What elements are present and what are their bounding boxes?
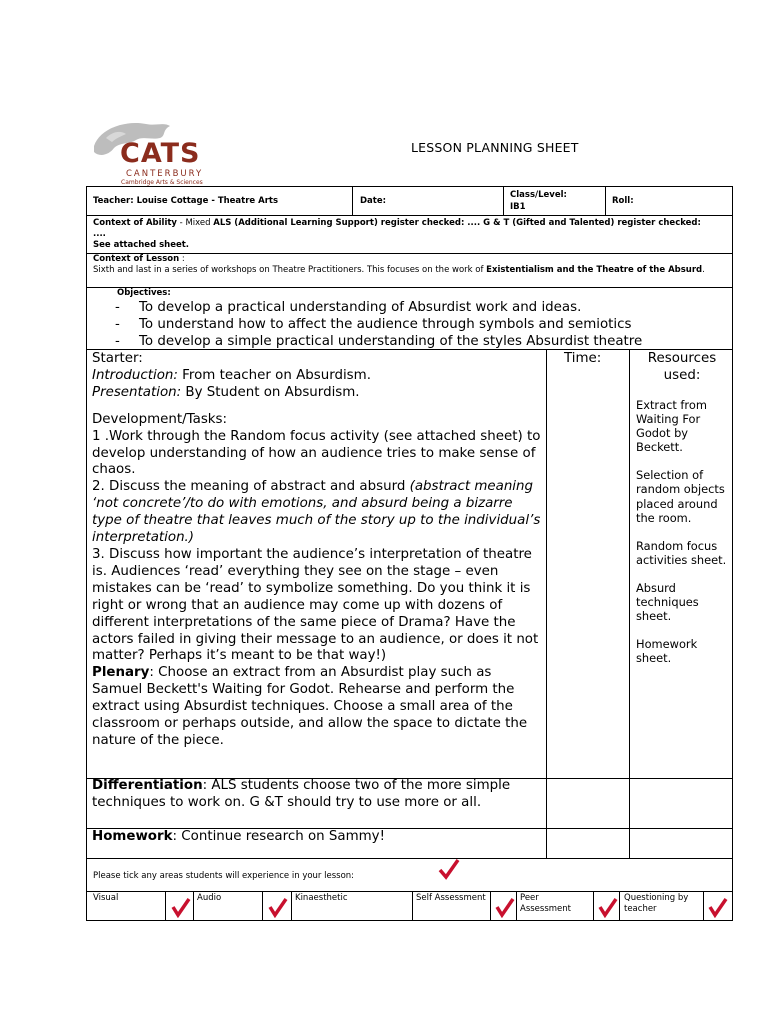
lesson-body <box>92 351 544 750</box>
checkbox-checked-icon[interactable] <box>707 896 729 918</box>
context-label: Context of Lesson <box>93 254 180 264</box>
objective-text: To understand how to affect the audience through symbols and semiotics <box>139 316 632 332</box>
page-title: LESSON PLANNING SHEET <box>411 140 579 155</box>
intro-label: Introduction: <box>92 367 178 383</box>
homework-label: Homework <box>92 829 173 844</box>
col-divider <box>352 186 353 216</box>
resources-list <box>636 398 728 665</box>
resource-item: Extract from Waiting For Godot by Beckett. <box>636 398 707 455</box>
task-1: 1 .Work through the Random focus activity (see attached sheet) to develop understanding of how an audience tries to make sense of chaos. <box>92 428 541 478</box>
development-heading: Development/Tasks: <box>92 411 228 427</box>
area-kinaesthetic: Kinaesthetic <box>295 893 348 903</box>
col-divider <box>490 891 491 921</box>
col-divider <box>503 186 504 216</box>
col-divider <box>546 349 547 859</box>
col-divider <box>291 891 292 921</box>
table-top-border <box>86 186 733 187</box>
area-peer-assessment: Peer Assessment <box>520 893 571 914</box>
context-focus: Existentialism and the Theatre of the Absurd <box>486 265 703 275</box>
logo-name: CATS <box>120 138 201 169</box>
logo-tagline: Cambridge Arts & Sciences <box>121 179 203 186</box>
table-right-border <box>732 186 733 921</box>
col-divider <box>593 891 594 921</box>
time-label: Time: <box>564 351 602 366</box>
checkmark-icon <box>438 858 460 880</box>
teacher-label: Teacher: Louise Cottage - Theatre Arts <box>93 196 279 206</box>
table-bottom-border <box>86 920 733 921</box>
area-self-assessment: Self Assessment <box>416 893 486 903</box>
checkbox-checked-icon[interactable] <box>494 896 516 918</box>
col-divider <box>619 891 620 921</box>
starter-label: Starter <box>92 351 139 366</box>
date-label: Date: <box>360 196 387 206</box>
col-divider <box>605 186 606 216</box>
row-divider <box>86 215 733 216</box>
table-left-border <box>86 186 87 921</box>
resource-item: Selection of random objects placed around the room. <box>636 468 725 525</box>
checkbox-checked-icon[interactable] <box>267 896 289 918</box>
task-2-text: 2. Discuss the meaning of abstract and absurd <box>92 479 410 495</box>
col-divider <box>165 891 166 921</box>
differentiation-label: Differentiation <box>92 778 203 793</box>
list-item: - To understand how to affect the audience through symbols and semiotics <box>115 316 632 332</box>
row-divider <box>86 891 733 892</box>
task-2 <box>92 479 544 547</box>
ability-mixed: - Mixed <box>176 218 214 228</box>
plenary-text: : Choose an extract from an Absurdist play such as Samuel Beckett's Waiting for Godot. Rehearse and perform the extract using Absurdist techniques. Choose a small area of the classroom or perhaps outside, and allow the space to dictate the nature of the piece. <box>92 665 528 748</box>
checkbox-checked-icon[interactable] <box>597 896 619 918</box>
plenary-label: Plenary <box>92 665 150 681</box>
row-divider <box>86 287 733 288</box>
col-divider <box>516 891 517 921</box>
presentation-label: Presentation: <box>92 384 182 400</box>
presentation-text: By Student on Absurdism. <box>181 384 360 400</box>
tick-prompt: Please tick any areas students will experience in your lesson: <box>93 871 355 881</box>
ability-label: Context of Ability <box>93 218 177 228</box>
col-divider <box>412 891 413 921</box>
row-divider <box>86 858 733 859</box>
objectives-list <box>115 300 730 351</box>
area-audio: Audio <box>197 893 222 903</box>
context-end: . <box>702 265 705 275</box>
intro-text: From teacher on Absurdism. <box>177 367 371 383</box>
homework <box>92 829 542 846</box>
list-item: - To develop a practical understanding of Absurdist work and ideas. <box>115 300 582 315</box>
ability-see-sheet: See attached sheet. <box>93 240 190 250</box>
col-divider <box>262 891 263 921</box>
roll-label: Roll: <box>612 196 634 206</box>
ability-registers: ALS (Additional Learning Support) register checked: .... G & T (Gifted and Talented) register checked: .... <box>93 218 701 239</box>
context-of-ability <box>93 218 705 251</box>
task-2-italic: (abstract meaning ‘not concrete’/to do with emotions, and absurd being a bizarre type of theatre that leaves much of the story up to the individual’s interpretation.) <box>92 479 541 546</box>
class-level-label: Class/Level: <box>510 190 567 200</box>
resource-item: Homework sheet. <box>636 637 698 666</box>
objectives-label: Objectives: <box>117 288 171 298</box>
context-colon: : <box>179 254 185 264</box>
checkbox-checked-icon[interactable] <box>170 896 192 918</box>
plenary <box>92 665 544 750</box>
resource-item: Random focus activities sheet. <box>636 538 727 567</box>
homework-text: : Continue research on Sammy! <box>172 829 385 844</box>
differentiation <box>92 778 542 812</box>
col-divider <box>629 349 630 859</box>
col-divider <box>703 891 704 921</box>
objective-text: To develop a practical understanding of Absurdist work and ideas. <box>139 300 582 315</box>
area-questioning: Questioning by teacher <box>624 893 689 914</box>
context-text: Sixth and last in a series of workshops on Theatre Practitioners. This focuses on the work of <box>93 265 487 275</box>
list-item: - To develop a simple practical understanding of the styles Absurdist theatre <box>115 333 643 349</box>
class-level-value: IB1 <box>510 202 526 212</box>
col-divider <box>193 891 194 921</box>
context-of-lesson <box>93 254 713 276</box>
differentiation-text: : ALS students choose two of the more simple techniques to work on. G &T should try to use more or all. <box>92 778 511 810</box>
resource-item: Absurd techniques sheet. <box>636 580 699 624</box>
area-visual: Visual <box>93 893 119 903</box>
resources-label: Resources used: <box>647 351 717 383</box>
logo-subtitle: CANTERBURY <box>126 169 204 179</box>
task-3: 3. Discuss how important the audience’s interpretation of theatre is. Audiences ‘read’ everything they see on the stage – even mistakes can be ‘read’ to symbolize something. Do you think it is right or wrong that an audience may come up with dozens of different interpretations of the same piece of Drama? Have the actors failed in giving their message to an audience, or does it not matter? Perhaps it’s meant to be that way!) <box>92 546 539 664</box>
starter-colon: : <box>138 351 143 366</box>
objective-text: To develop a simple practical understanding of the styles Absurdist theatre <box>139 333 643 349</box>
